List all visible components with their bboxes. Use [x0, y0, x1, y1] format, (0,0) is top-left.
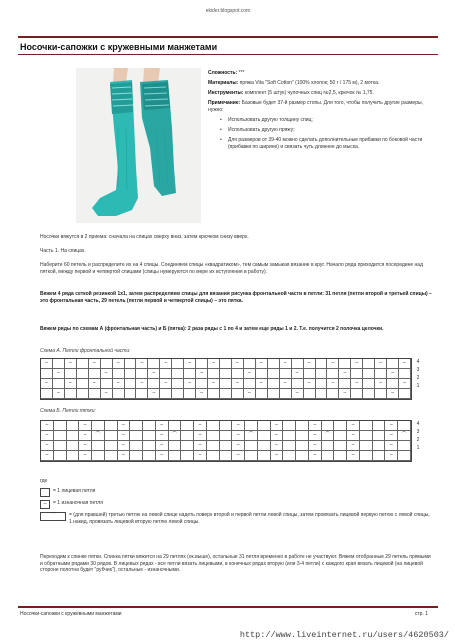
chart-cell — [148, 379, 160, 389]
chart-cell: – — [148, 369, 160, 379]
chart-cell — [92, 441, 105, 451]
socks-photo — [76, 68, 201, 223]
chart-cell: – — [41, 451, 54, 461]
chart-cell — [363, 359, 375, 369]
scheme-b-row-numbers — [413, 420, 423, 452]
chart-cell — [89, 389, 101, 399]
chart-cell — [316, 359, 328, 369]
chart-cell: – — [244, 369, 256, 379]
chart-cell: ⌒ — [322, 431, 335, 441]
row-number: 2 — [416, 375, 420, 381]
chart-cell — [322, 441, 335, 451]
chart-cell — [184, 389, 196, 399]
chart-cell: – — [385, 451, 398, 461]
chart-cell — [375, 369, 387, 379]
chart-cell — [322, 451, 335, 461]
chart-cell: – — [41, 379, 53, 389]
chart-cell — [245, 421, 258, 431]
chart-cell — [334, 441, 347, 451]
chart-cell: – — [208, 359, 220, 369]
chart-cell — [169, 441, 182, 451]
chart-cell — [125, 359, 137, 369]
chart-cell: – — [156, 431, 169, 441]
chart-cell — [148, 359, 160, 369]
chart-cell — [280, 389, 292, 399]
complexity-line — [208, 70, 434, 77]
chart-cell — [327, 389, 339, 399]
chart-cell — [399, 389, 411, 399]
chart-cell — [207, 441, 220, 451]
chart-cell — [125, 379, 137, 389]
chart-cell — [101, 379, 113, 389]
chart-cell: – — [89, 379, 101, 389]
purl-symbol-icon: – — [40, 500, 50, 509]
chart-cell — [373, 431, 386, 441]
chart-cell — [67, 421, 80, 431]
chart-cell — [244, 359, 256, 369]
chart-cell — [143, 421, 156, 431]
chart-cell: – — [347, 451, 360, 461]
chart-cell: ⌒ — [169, 431, 182, 441]
chart-cell — [77, 359, 89, 369]
chart-cell: – — [79, 431, 92, 441]
chart-cell: – — [160, 379, 172, 389]
chart-cell: – — [156, 421, 169, 431]
cast-on-paragraph: Наберите 60 петель и распределите их на 4 спицы. Соединяем спицы «квадратиком», тем самым замыкая вязание в круг. Начало ряда приходится посередине над пяткой, между первой и четвертой спицами (спицы нумеруются по мере их вступления в работу). — [40, 262, 423, 275]
chart-cell — [208, 389, 220, 399]
chart-cell — [172, 389, 184, 399]
chart-cell: – — [256, 379, 268, 389]
chart-cell — [220, 369, 232, 379]
bottom-rule — [18, 606, 438, 608]
chart-cell — [334, 431, 347, 441]
chart-cell — [41, 389, 53, 399]
chart-cell — [232, 389, 244, 399]
chart-cell — [77, 369, 89, 379]
chart-cell — [245, 451, 258, 461]
chart-cell: – — [351, 379, 363, 389]
chart-cell: – — [232, 431, 245, 441]
chart-cell — [143, 451, 156, 461]
chart-cell — [387, 379, 399, 389]
chart-cell — [125, 369, 137, 379]
chart-cell: – — [184, 359, 196, 369]
part-heading: Часть 1. На спицах. — [40, 248, 86, 254]
chart-cell: – — [385, 441, 398, 451]
chart-cell — [181, 421, 194, 431]
chart-cell — [292, 359, 304, 369]
chart-cell: – — [194, 441, 207, 451]
chart-cell: – — [118, 421, 131, 431]
chart-cell — [53, 379, 65, 389]
chart-cell: – — [101, 369, 113, 379]
chart-cell — [113, 369, 125, 379]
chart-cell: – — [304, 359, 316, 369]
legend-purl-text: = 1 изнаночная петля — [53, 500, 103, 506]
chart-cell: – — [156, 441, 169, 451]
chart-cell: – — [280, 359, 292, 369]
chart-cell — [130, 431, 143, 441]
chart-cell — [181, 441, 194, 451]
chart-cell — [296, 431, 309, 441]
row-number: 3 — [416, 367, 420, 373]
chart-cell: – — [232, 359, 244, 369]
chart-cell — [172, 379, 184, 389]
chart-cell — [220, 441, 233, 451]
chart-cell: – — [196, 369, 208, 379]
chart-cell: – — [271, 431, 284, 441]
cross-stitch-symbol-icon: ⌒ — [40, 512, 66, 521]
chart-cell — [245, 441, 258, 451]
watermark-url: http://www.liveinternet.ru/users/4620503/ — [239, 630, 449, 640]
chart-cell — [296, 421, 309, 431]
chart-cell — [398, 451, 411, 461]
chart-cell: – — [399, 359, 411, 369]
legend-title: где — [40, 478, 48, 484]
chart-cell — [169, 421, 182, 431]
chart-cell: – — [196, 389, 208, 399]
chart-cell: – — [375, 359, 387, 369]
chart-cell: – — [65, 379, 77, 389]
chart-cell — [92, 421, 105, 431]
chart-cell — [136, 369, 148, 379]
chart-cell: – — [256, 359, 268, 369]
chart-cell — [67, 431, 80, 441]
chart-cell: – — [387, 389, 399, 399]
chart-cell — [130, 421, 143, 431]
scheme-a-row-numbers — [413, 358, 423, 390]
materials-value: пряжа Vita "Soft Cotton" (100% хлопок; 50 г / 175 м), 2 мотка. — [239, 80, 380, 86]
chart-cell — [283, 431, 296, 441]
chart-cell: – — [339, 369, 351, 379]
chart-cell: – — [232, 421, 245, 431]
chart-cell: – — [351, 359, 363, 369]
chart-cell: – — [53, 369, 65, 379]
legend-row — [40, 488, 432, 497]
chart-cell: – — [113, 379, 125, 389]
chart-cell: – — [232, 441, 245, 451]
chart-cell — [399, 369, 411, 379]
chart-cell: – — [101, 389, 113, 399]
chart-cell — [283, 421, 296, 431]
chart-cell: – — [271, 451, 284, 461]
legend-row — [40, 500, 432, 509]
chart-cell — [360, 451, 373, 461]
heel-paragraph: Переходим к спинке пятки. Спинка пятки вяжется на 29 петлях (ок.выше), остальные 31 петля временно в работе не участвуют. Вяжем отобранные 29 петель прямыми и обратными рядами 30 рядов. В лицевых рядах - все петли вязать лицевыми, в конечных рядах вторую (или 3-4 петли) с каждого края вязать лицевой (на лицевой стороне полотна будет "рубчик"), остальные - изнаночными. — [40, 554, 431, 573]
note-bullets — [208, 117, 434, 151]
chart-cell — [220, 431, 233, 441]
chart-cell — [268, 359, 280, 369]
chart-cell: – — [160, 359, 172, 369]
header-url: ekider.blogspot.com — [205, 8, 251, 14]
chart-cell — [304, 369, 316, 379]
chart-cell — [196, 379, 208, 389]
chart-cell — [125, 389, 137, 399]
note-line — [208, 100, 434, 114]
chart-cell — [160, 369, 172, 379]
chart-cell: ⌒ — [245, 431, 258, 441]
chart-cell: – — [118, 441, 131, 451]
chart-cell — [268, 389, 280, 399]
chart-cell: – — [194, 421, 207, 431]
chart-cell — [339, 379, 351, 389]
chart-cell: – — [184, 379, 196, 389]
scheme-b-grid — [40, 420, 412, 462]
chart-cell: – — [89, 359, 101, 369]
row-number: 2 — [416, 437, 420, 443]
chart-cell — [256, 389, 268, 399]
chart-cell: – — [292, 369, 304, 379]
chart-cell — [113, 389, 125, 399]
page-number: стр. 1 — [414, 611, 428, 617]
legend-cross-text: = (для правшей) третью петлю на левой спице надеть поверх второй и первой петли левой спицы, затем провязать лицевой первую петлю с левой спицы, 1 накид, провязать лицевой вторую петлю левой спицы. — [69, 512, 430, 525]
chart-cell — [220, 389, 232, 399]
chart-cell: – — [385, 431, 398, 441]
chart-cell — [339, 359, 351, 369]
chart-cell: – — [280, 379, 292, 389]
materials-label: Материалы: — [208, 80, 239, 86]
note-label: Примечание: — [208, 100, 241, 106]
chart-cell — [172, 369, 184, 379]
materials-line — [208, 80, 434, 87]
chart-cell: – — [118, 451, 131, 461]
chart-cell: – — [118, 431, 131, 441]
row-number: 1 — [416, 445, 420, 451]
legend-row — [40, 512, 432, 526]
chart-cell — [65, 369, 77, 379]
chart-cell: – — [271, 441, 284, 451]
chart-cell — [77, 379, 89, 389]
title-rule — [18, 54, 438, 55]
chart-cell — [373, 451, 386, 461]
scheme-b-label: Схема Б. Петли пятки: — [40, 408, 96, 414]
chart-cell — [268, 369, 280, 379]
chart-cell: – — [327, 359, 339, 369]
note-bullet: • Использовать другую толщину спиц; — [208, 117, 434, 124]
chart-cell — [196, 359, 208, 369]
chart-cell: – — [339, 389, 351, 399]
document-title: Носочки-сапожки с кружевными манжетами — [20, 42, 218, 52]
chart-cell — [65, 389, 77, 399]
complexity-value: *** — [238, 70, 245, 76]
chart-cell: – — [347, 421, 360, 431]
note-bullet: • Использовать другую пряжу; — [208, 127, 434, 134]
document-page — [18, 8, 438, 626]
chart-cell — [220, 421, 233, 431]
chart-cell — [283, 441, 296, 451]
chart-cell — [207, 451, 220, 461]
chart-cell: – — [136, 359, 148, 369]
tools-line — [208, 90, 434, 97]
chart-cell — [220, 359, 232, 369]
chart-cell — [258, 441, 271, 451]
chart-cell — [143, 431, 156, 441]
chart-cell: – — [41, 359, 53, 369]
chart-cell: – — [387, 369, 399, 379]
chart-cell — [89, 369, 101, 379]
chart-cell: – — [136, 379, 148, 389]
chart-cell — [77, 389, 89, 399]
chart-cell: – — [232, 379, 244, 389]
chart-cell — [322, 421, 335, 431]
chart-cell — [398, 421, 411, 431]
chart-cell — [351, 369, 363, 379]
row-number: 1 — [416, 383, 420, 389]
chart-cell — [280, 369, 292, 379]
chart-cell: ⌒ — [92, 431, 105, 441]
chart-cell: – — [41, 421, 54, 431]
chart-cell: – — [232, 451, 245, 461]
chart-cell — [130, 441, 143, 451]
chart-cell — [258, 431, 271, 441]
chart-cell: – — [304, 379, 316, 389]
chart-cell — [208, 369, 220, 379]
chart-cell — [256, 369, 268, 379]
chart-cell — [160, 389, 172, 399]
chart-cell — [184, 369, 196, 379]
chart-cell — [143, 441, 156, 451]
chart-cell: – — [79, 421, 92, 431]
scheme-paragraph: Вяжем ряды по схемам А (фронтальная часть) и Б (пятка): 2 раза ряды с 1 по 4 и затем еще ряды 1 и 2. Т.е. получится 2 полочка целочки. — [40, 326, 384, 332]
chart-cell: – — [194, 431, 207, 441]
chart-cell — [363, 389, 375, 399]
chart-cell — [334, 421, 347, 431]
chart-cell — [360, 441, 373, 451]
chart-cell — [181, 431, 194, 441]
chart-cell: – — [194, 451, 207, 461]
chart-cell: – — [385, 421, 398, 431]
chart-cell — [169, 451, 182, 461]
complexity-label: Сложность: — [208, 70, 238, 76]
chart-cell — [363, 369, 375, 379]
chart-cell: – — [208, 379, 220, 389]
chart-cell — [316, 379, 328, 389]
knit-symbol-icon — [40, 488, 50, 497]
chart-cell: – — [292, 389, 304, 399]
scheme-a-label: Схема А. Петли фронтальной части: — [40, 348, 131, 354]
chart-cell — [92, 451, 105, 461]
chart-cell — [360, 431, 373, 441]
chart-cell — [54, 441, 67, 451]
chart-cell — [101, 359, 113, 369]
chart-cell — [244, 379, 256, 389]
chart-cell: – — [148, 389, 160, 399]
row-number: 3 — [416, 429, 420, 435]
chart-cell — [136, 389, 148, 399]
chart-cell — [54, 431, 67, 441]
scheme-a-grid — [40, 358, 412, 400]
chart-cell — [360, 421, 373, 431]
chart-cell: – — [309, 431, 322, 441]
chart-cell — [220, 379, 232, 389]
chart-cell — [268, 379, 280, 389]
chart-cell — [105, 421, 118, 431]
chart-cell — [334, 451, 347, 461]
chart-cell — [373, 421, 386, 431]
chart-cell — [387, 359, 399, 369]
chart-cell: – — [156, 451, 169, 461]
chart-cell — [398, 441, 411, 451]
row-number: 4 — [416, 421, 420, 427]
chart-cell — [373, 441, 386, 451]
chart-cell — [316, 389, 328, 399]
intro-paragraph: Носочки вяжутся в 2 приема: сначала на спицах сверху вниз, затем крючком снизу вверх. — [40, 234, 249, 240]
chart-cell — [258, 451, 271, 461]
chart-cell: – — [41, 431, 54, 441]
chart-cell — [232, 369, 244, 379]
chart-cell — [351, 389, 363, 399]
chart-cell: – — [309, 441, 322, 451]
chart-cell — [304, 389, 316, 399]
chart-cell — [67, 441, 80, 451]
chart-cell — [258, 421, 271, 431]
chart-cell — [105, 431, 118, 441]
chart-cell — [375, 389, 387, 399]
chart-cell: – — [41, 441, 54, 451]
chart-cell — [207, 421, 220, 431]
chart-cell — [105, 441, 118, 451]
chart-cell — [53, 359, 65, 369]
chart-cell: – — [79, 451, 92, 461]
chart-cell: – — [327, 379, 339, 389]
chart-cell: – — [309, 421, 322, 431]
tools-value: комплект (5 штук) чулочных спиц №2,5, крючок № 1,75. — [244, 90, 374, 96]
chart-cell — [296, 451, 309, 461]
chart-cell — [67, 451, 80, 461]
note-bullet: • Для размеров от 39-40 можно сделать дополнительные прибавки по боковой части (прибавки по ширине) и связать чуть длиннее до мыска. — [208, 137, 434, 151]
chart-cell: – — [271, 421, 284, 431]
row-number: 4 — [416, 359, 420, 365]
chart-cell — [327, 369, 339, 379]
chart-cell — [41, 369, 53, 379]
chart-cell — [105, 451, 118, 461]
note-value: Базовые будет 37-й размер стопы. Для того, чтобы получить другие размеры, нужно: — [208, 100, 423, 113]
chart-cell: – — [65, 359, 77, 369]
chart-cell — [363, 379, 375, 389]
chart-cell: – — [347, 431, 360, 441]
chart-cell — [130, 451, 143, 461]
chart-cell — [220, 451, 233, 461]
chart-cell: – — [53, 389, 65, 399]
info-block — [208, 70, 434, 154]
legend-knit-text: = 1 лицевая петля — [53, 488, 96, 494]
chart-cell: – — [347, 441, 360, 451]
chart-cell — [316, 369, 328, 379]
chart-cell: – — [113, 359, 125, 369]
chart-cell: ⌒ — [398, 431, 411, 441]
chart-cell: – — [399, 379, 411, 389]
rib-paragraph: Вяжем 4 ряда сеткой резинкой 1х1, затем распределяем спицы для вязания рисунка фронтальной части в петли: 31 петля (петли второй и третьей спицы) – это фронтальная часть, 29 петель (петли первой и четвертой спицы) – это пятка. — [40, 291, 432, 304]
tools-label: Инструменты: — [208, 90, 244, 96]
chart-cell — [283, 451, 296, 461]
chart-cell — [292, 379, 304, 389]
top-rule — [18, 36, 438, 38]
chart-cell — [54, 451, 67, 461]
chart-cell — [181, 451, 194, 461]
chart-cell — [172, 359, 184, 369]
legend — [40, 478, 432, 529]
chart-cell: – — [309, 451, 322, 461]
chart-cell — [54, 421, 67, 431]
chart-cell: – — [244, 389, 256, 399]
chart-cell — [296, 441, 309, 451]
chart-cell: – — [79, 441, 92, 451]
chart-cell — [207, 431, 220, 441]
chart-cell: – — [375, 379, 387, 389]
footer-title: Носочки-сапожки с кружевными манжетами — [20, 611, 122, 617]
